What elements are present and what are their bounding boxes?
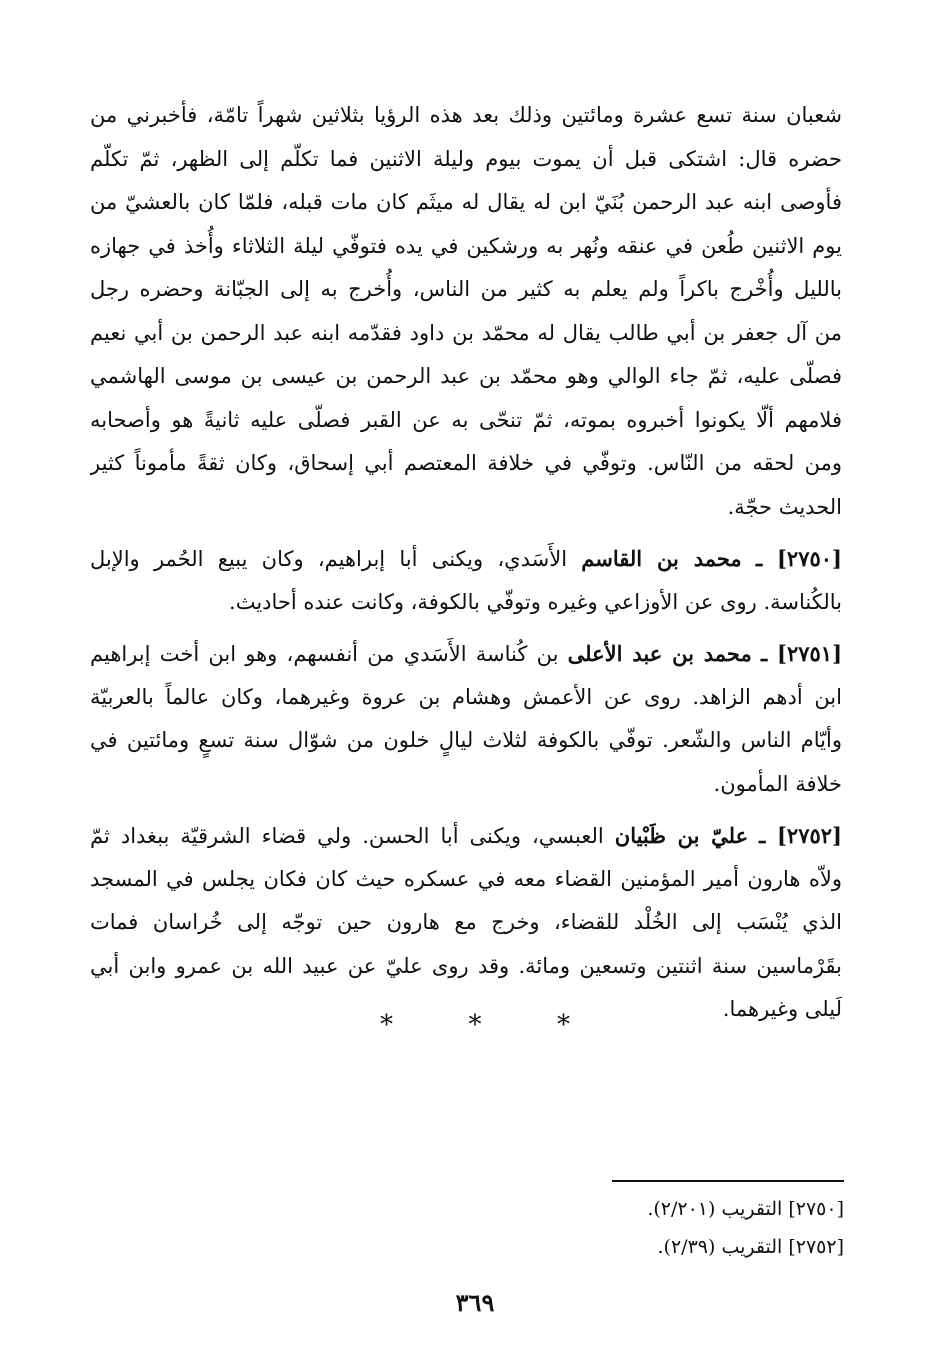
entry-first-line bbox=[90, 632, 842, 676]
footnote: [٢٧٥٢] التقريب (٢/٣٩). bbox=[657, 1236, 844, 1258]
biography-entry-2751 bbox=[90, 632, 842, 806]
star-ornament: * bbox=[557, 1010, 570, 1040]
footnote: [٢٧٥٠] التقريب (٢/٢٠١). bbox=[647, 1198, 844, 1220]
text-line: الحديث حجّة. bbox=[727, 494, 842, 519]
footnote-divider bbox=[612, 1180, 844, 1182]
text-line: بالكُناسة. روى عن الأوزاعي وغيره وتوفّي بالكوفة، وكانت عنده أحاديث. bbox=[229, 589, 842, 614]
text-line: بقَرْماسين سنة اثنتين وتسعين ومائة. وقد روى عليّ عن عبيد الله بن عمرو وابن أبي bbox=[90, 953, 842, 978]
text-line: من آل جعفر بن أبي طالب يقال له محمّد بن داود فقدّمه ابنه عبد الرحمن بن أبي نعيم bbox=[90, 320, 842, 345]
text-line: يوم الاثنين طُعن في عنقه ونُهر به ورشكين في يده فتوفّي ليلة الثلاثاء وأُخذ في جهازه bbox=[90, 233, 842, 258]
page-number: ٣٦٩ bbox=[455, 1288, 495, 1317]
entry-number: [٢٧٥٠] ـ bbox=[755, 546, 842, 571]
footnotes bbox=[560, 1190, 844, 1266]
biography-entry-2750 bbox=[90, 537, 842, 624]
entry-first-line bbox=[90, 537, 842, 581]
entry-text: بن كُناسة الأَسَدي من أنفسهم، وهو ابن أخت إبراهيم bbox=[90, 642, 559, 666]
entry-name: عليّ بن ظَبْيان bbox=[614, 823, 749, 848]
entry-number: [٢٧٥١] ـ bbox=[760, 641, 842, 666]
text-line: شعبان سنة تسع عشرة ومائتين وذلك بعد هذه الرؤيا بثلاثين شهراً تامّة، فأخبرني من bbox=[90, 103, 842, 127]
text-line: ومن لحقه من النّاس. وتوفّي في خلافة المعتصم أبي إسحاق، وكان ثقةً مأموناً كثير bbox=[90, 451, 842, 475]
entry-first-line bbox=[90, 814, 842, 858]
text-line: وأيّام الناس والشّعر. توفّي بالكوفة لثلاث ليالٍ خلون من شوّال سنة تسعٍ ومائتين في bbox=[90, 728, 842, 752]
entry-name: محمد بن القاسم bbox=[581, 546, 742, 571]
text-line: ولاّه هارون أمير المؤمنين القضاء معه في عسكره حيث كان فكان يجلس في المسجد bbox=[90, 866, 842, 891]
entry-text: العبسي، ويكنى أبا الحسن. ولي قضاء الشرقيّة ببغداد ثمّ bbox=[90, 824, 604, 848]
star-ornament: * bbox=[380, 1010, 393, 1040]
biography-entry-2752 bbox=[90, 814, 842, 1032]
text-line: فلامهم ألّا يكونوا أخبروه بموته، ثمّ تنحّى به عن القبر فصلّى عليه ثانيةً هو وأصحابه bbox=[90, 407, 842, 432]
text-line: لَيلى وغيرهما. bbox=[722, 997, 842, 1021]
text-line: فصلّى عليه، ثمّ جاء الوالي وهو محمّد بن عبد الرحمن بن عيسى بن موسى الهاشمي bbox=[90, 364, 842, 388]
text-line: الذي يُنْسَب إلى الخُلْد للقضاء، وخرج مع هارون حين توجّه إلى خُراسان فمات bbox=[90, 910, 842, 934]
text-line: فأوصى ابنه عبد الرحمن بُنَيّ ابن له يقال له ميثَم كان مات قبله، فلمّا كان بالعشيّ من bbox=[90, 190, 842, 214]
text-line: حضره قال: اشتكى قبل أن يموت بيوم وليلة الاثنين فما تكلّم إلى الظهر، ثمّ تكلّم bbox=[90, 146, 842, 171]
star-ornament: * bbox=[468, 1010, 482, 1040]
entry-name: محمد بن عبد الأعلى bbox=[567, 641, 752, 666]
main-text bbox=[90, 94, 842, 1032]
text-line: ابن أدهم الزاهد. روى عن الأعمش وهشام بن عروة وغيرهما، وكان عالماً بالعربيّة bbox=[90, 684, 842, 709]
section-separator bbox=[380, 1010, 570, 1040]
continuation-paragraph bbox=[90, 94, 842, 529]
text-line: خلافة المأمون. bbox=[713, 771, 842, 796]
text-line: بالليل وأُخْرج باكراً ولم يعلم به كثير من الناس، وأُخرج به إلى الجبّانة وحضره رجل bbox=[90, 277, 842, 301]
entry-number: [٢٧٥٢] ـ bbox=[759, 823, 842, 848]
entry-text: الأَسَدي، ويكنى أبا إبراهيم، وكان يبيع الحُمر والإبل bbox=[90, 547, 568, 571]
